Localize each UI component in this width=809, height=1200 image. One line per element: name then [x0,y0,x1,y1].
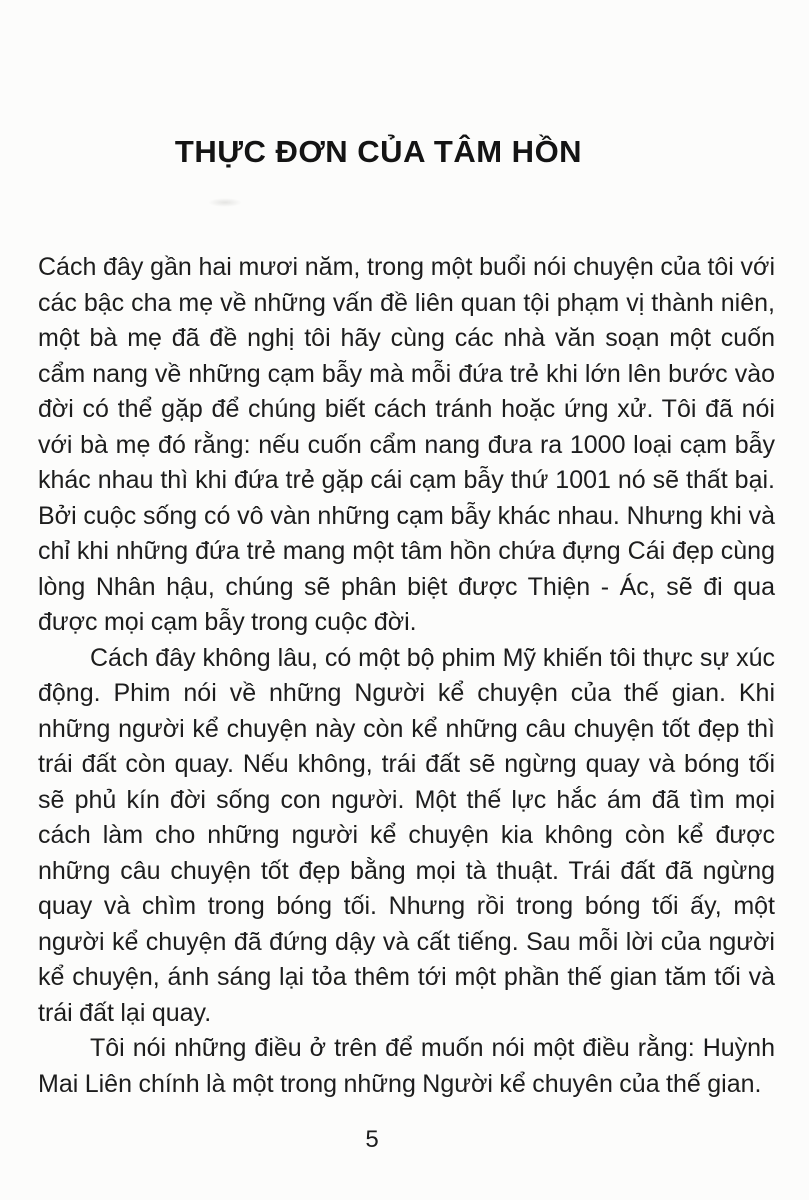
chapter-title: THỰC ĐƠN CỦA TÂM HỒN [174,134,583,169]
paragraph: Cách đây không lâu, có một bộ phim Mỹ khiến tôi thực sự xúc động. Phim nói về những Người kể chuyện của thế gian. Khi những người kể chuyện này còn kể những câu chuyện tốt đẹp thì trái đất còn quay. Nếu không, trái đất sẽ ngừng quay và bóng tối sẽ phủ kín đời sống con người. Một thế lực hắc ám đã tìm mọi cách làm cho những người kể chuyện kia không còn kể được những câu chuyện tốt đẹp bằng mọi tà thuật. Trái đất đã ngừng quay và chìm trong bóng tối. Nhưng rồi trong bóng tối ấy, một người kể chuyện đã đứng dậy và cất tiếng. Sau mỗi lời của người kể chuyện, ánh sáng lại tỏa thêm tới một phần thế gian tăm tối và trái đất lại quay. [38,643,775,1027]
body-text [38,250,775,1102]
scan-smudge [208,198,242,207]
paragraph: Tôi nói những điều ở trên để muốn nói một điều rằng: Huỳnh Mai Liên chính là một trong những Người kể chuyên của thế gian. [38,1034,775,1098]
paragraph: Cách đây gần hai mươi năm, trong một buổi nói chuyện của tôi với các bậc cha mẹ về những vấn đề liên quan tội phạm vị thành niên, một bà mẹ đã đề nghị tôi hãy cùng các nhà văn soạn một cuốn cẩm nang về những cạm bẫy mà mỗi đứa trẻ khi lớn lên bước vào đời có thể gặp để chúng biết cách tránh hoặc ứng xử. Tôi đã nói với bà mẹ đó rằng: nếu cuốn cẩm nang đưa ra 1000 loại cạm bẫy khác nhau thì khi đứa trẻ gặp cái cạm bẫy thứ 1001 nó sẽ thất bại. Bởi cuộc sống có vô vàn những cạm bẫy khác nhau. Nhưng khi và chỉ khi những đứa trẻ mang một tâm hồn chứa đựng Cái đẹp cùng lòng Nhân hậu, chúng sẽ phân biệt được Thiện - Ác, sẽ đi qua được mọi cạm bẫy trong cuộc đời. [38,253,775,636]
page-number: 5 [365,1126,379,1153]
